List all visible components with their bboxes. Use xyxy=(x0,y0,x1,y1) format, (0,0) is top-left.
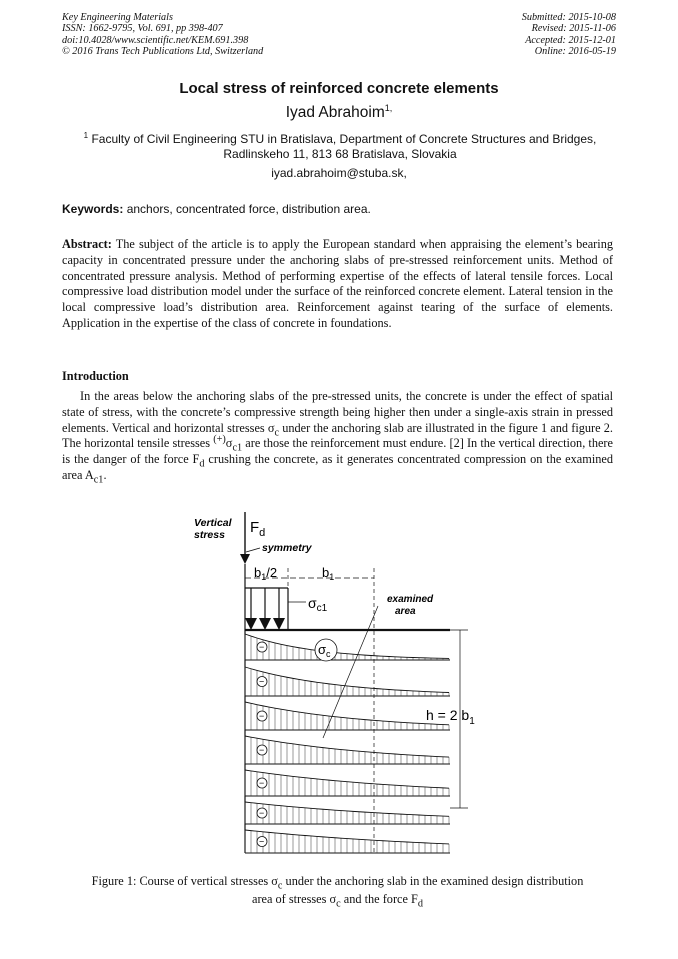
dates-info xyxy=(522,12,616,58)
intro-text-1: In the areas below the anchoring slabs of the pre-stressed units, the concrete is under the effect of spatial state of stress, with the concrete’s compressive strength being higher then under a single-axis strain in pressed elements. Vertical and horizontal stresses xyxy=(62,389,613,435)
abstract xyxy=(62,237,613,332)
sub-d: d xyxy=(417,898,423,910)
force-arrow-head xyxy=(240,554,250,564)
intro-text-2: under the anchoring slab are illustrated in the figure 1 and figure 2. The horizontal tensile stresses xyxy=(62,420,613,451)
keywords xyxy=(62,202,618,216)
affil-line2: Radlinskeho 11, 813 68 Bratislava, Slovakia xyxy=(223,147,457,161)
load-arrow-head xyxy=(245,618,257,630)
abstract-text: The subject of the article is to apply the European standard when appraising the element’s bearing capacity in concentrated pressure under the anchoring slabs of pre-stressed reinforcement units. Method of concentrated pressure analysis. Method of performing expertise of the effects of lateral tensile forces. Local compressive load distribution model under the surface of the reinforced concrete element. Lateral tension in the local compressive load’s distribution area. Reinforcement against tearing of the surface of elements. Application in the expertise of the class of concrete in foundations. xyxy=(62,237,613,330)
h-label: h = 2 $b_1$ xyxy=(426,707,475,727)
author-email: iyad.abrahoim@stuba.sk, xyxy=(271,166,407,180)
minus-sign: − xyxy=(259,808,265,818)
minus-sign: − xyxy=(259,836,265,847)
sigma-symbol: σ xyxy=(267,420,275,435)
journal-name: Key Engineering Materials xyxy=(62,12,173,23)
sub-d: d xyxy=(199,458,205,470)
label-vertical: Vertical xyxy=(194,517,232,529)
minus-sign: − xyxy=(259,642,265,652)
affil-line1: Faculty of Civil Engineering STU in Bratislava, Department of Concrete Structures and Bridges, xyxy=(91,132,597,146)
journal-info xyxy=(62,12,263,58)
caption-text-4: and the force F xyxy=(340,892,418,906)
intro-text-3: are those the reinforcement must endure. [2] In the vertical direction, there is the danger of the force F xyxy=(62,436,613,467)
intro-text-4: crushing the concrete, as it generates concentrated compression on the examined area A xyxy=(62,452,613,482)
intro-text-5: . xyxy=(103,467,107,482)
paper-title: Local stress of reinforced concrete elements xyxy=(179,80,499,97)
minus-sign: − xyxy=(259,676,265,687)
sigma-symbol: σ xyxy=(271,874,278,888)
stress-layers xyxy=(245,634,450,853)
author-sup: 1, xyxy=(384,102,393,113)
submitted-date: Submitted: 2015-10-08 xyxy=(521,12,616,23)
figure-1-diagram xyxy=(188,508,488,860)
sub-c1: c1 xyxy=(93,474,104,486)
plus-sup: (+) xyxy=(213,434,226,446)
introduction-paragraph xyxy=(62,389,613,484)
sigma-symbol: σ xyxy=(329,892,337,906)
affiliation xyxy=(62,132,618,162)
figure-caption xyxy=(62,872,613,908)
revised-date: Revised: 2015-11-06 xyxy=(531,23,616,35)
issn: ISSN: 1662-9795, Vol. 691, pp 398-407 xyxy=(62,23,223,35)
caption-text-3: area of stresses xyxy=(251,892,330,906)
sub-c1: c1 xyxy=(232,442,243,454)
affil-sup: 1 xyxy=(83,131,89,140)
minus-sign: − xyxy=(259,778,265,788)
minus-sign: − xyxy=(259,711,265,721)
load-arrow-head xyxy=(259,618,271,630)
sub-c: c xyxy=(277,880,283,892)
accepted-date: Accepted: 2015-12-01 xyxy=(525,34,616,46)
abstract-label: Abstract: xyxy=(62,237,112,251)
sigma-c-label: $\sigma_c$ xyxy=(318,642,331,659)
b1-label: $b_1$ xyxy=(322,565,335,582)
copyright: © 2016 Trans Tech Publications Ltd, Switzerland xyxy=(62,46,264,58)
b1-half-label: $b_1/2$ xyxy=(254,565,278,582)
keywords-label: Keywords: xyxy=(62,202,124,216)
symmetry-leader xyxy=(246,548,260,552)
label-symmetry: symmetry xyxy=(262,542,312,554)
caption-text-2: under the anchoring slab in the examined design distribution xyxy=(282,874,584,888)
online-date: Online: 2016-05-19 xyxy=(534,46,616,58)
keywords-text: anchors, concentrated force, distribution area. xyxy=(123,202,371,216)
doi: doi:10.4028/www.scientific.net/KEM.691.398 xyxy=(62,34,249,46)
load-arrow-head xyxy=(273,618,285,630)
label-stress: stress xyxy=(194,529,225,541)
author-name: Iyad Abrahoim xyxy=(285,104,385,121)
author xyxy=(0,104,678,122)
label-examined: examined xyxy=(387,594,434,605)
sub-c: c xyxy=(336,898,341,910)
sub-c: c xyxy=(274,427,280,439)
sigma-c1-label: $\sigma_{c1}$ xyxy=(308,595,328,614)
label-area: area xyxy=(395,606,416,617)
minus-sign: − xyxy=(259,745,265,755)
introduction-heading: Introduction xyxy=(62,369,129,383)
sigma-symbol: σ xyxy=(225,436,233,451)
force-label: $F_d$ xyxy=(250,519,266,539)
caption-text-1: Figure 1: Course of vertical stresses xyxy=(91,874,272,888)
